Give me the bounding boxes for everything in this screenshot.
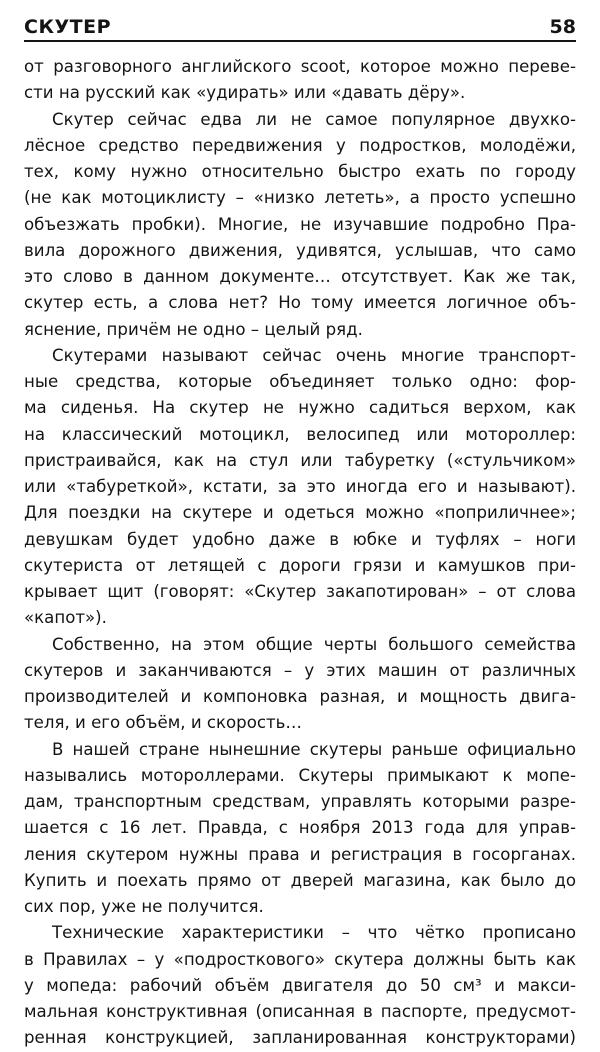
text-line: (не как мотоциклисту – «низко лететь», а просто успешно: [24, 188, 576, 208]
text-line: назывались мотороллерами. Скутеры примыкают к мопе-: [24, 765, 576, 785]
text-line: на классический мотоцикл, велосипед или мотороллер:: [24, 424, 576, 444]
text-line: Скутер сейчас едва ли не самое популярное двухко-: [52, 109, 576, 129]
text-line: у мопеда: рабочий объём двигателя до 50 см³ и макси-: [24, 975, 576, 995]
text-line: теля, и его объём, и скорость…: [24, 713, 303, 733]
text-line: сих пор, уже не получится.: [24, 897, 264, 916]
text-line: Купить и поехать прямо от дверей магазина, как было до: [24, 870, 576, 890]
paragraph: [24, 54, 576, 107]
paragraph: [24, 343, 576, 632]
paragraph: [24, 737, 576, 921]
page-body: [24, 54, 576, 1052]
text-line: девушкам будет удобно даже в юбке и туфлях – ноги: [24, 529, 576, 549]
text-line: яснение, причём не одно – целый ряд.: [24, 319, 363, 339]
section-title: СКУТЕР: [24, 16, 111, 38]
text-line: «капот»).: [24, 608, 107, 628]
text-line: Для поездки на скутере и одеться можно «поприличнее»;: [24, 503, 576, 523]
text-line: пристраивайся, как на стул или табуретку («стульчиком»: [24, 450, 576, 470]
text-line: это слово в данном документе… отсутствует. Как же так,: [24, 267, 576, 286]
text-line: ления скутером нужны права и регистрация в госорганах.: [24, 844, 576, 864]
text-line: ные средства, которые объединяет только одно: фор-: [24, 372, 576, 391]
text-line: скутериста от летящей с дороги грязи и камушков при-: [24, 555, 576, 575]
text-line: В нашей стране нынешние скутеры раньше официально: [52, 739, 576, 759]
paragraph: [24, 632, 576, 737]
text-line: или «табуреткой», кстати, за это иногда его и называют).: [24, 477, 576, 496]
text-line: объезжать пробки). Многие, не изучавшие подробно Пра-: [24, 214, 576, 234]
text-line: Собственно, на этом общие черты большого семейства: [52, 634, 576, 654]
text-line: сти на русский как «удирать» или «давать дёру».: [24, 83, 466, 103]
text-line: тех, кому нужно относительно быстро ехать по городу: [24, 162, 576, 181]
text-line: мальная конструктивная (описанная в паспорте, предусмот-: [24, 1002, 576, 1021]
paragraph: [24, 107, 576, 343]
text-line: производителей и компоновка разная, и мощность двига-: [24, 687, 576, 706]
text-line: в Правилах – у «подросткового» скутера должны быть как: [24, 949, 576, 969]
text-line: крывает щит (говорят: «Скутер закапотирован» – от слова: [24, 582, 576, 601]
text-line: скутеров и заканчиваются – у этих машин от различных: [24, 660, 576, 680]
text-line: скутер есть, а слова нет? Но тому имеется логичное объ-: [24, 293, 576, 313]
text-line: вила дорожного движения, удивятся, услышав, что само: [24, 240, 576, 260]
text-line: дам, транспортным средствам, управлять которыми разре-: [24, 792, 576, 811]
text-line: ренная конструкцией, запланированная конструкторами): [24, 1028, 576, 1048]
text-line: лёсное средство передвижения у подростков, молодёжи,: [24, 135, 576, 155]
paragraph: [24, 920, 576, 1051]
running-header: [24, 0, 576, 42]
text-line: ма сиденья. На скутер не нужно садиться верхом, как: [24, 398, 576, 418]
text-line: шается с 16 лет. Правда, с ноября 2013 года для управ-: [24, 818, 576, 838]
page-number: 58: [549, 16, 576, 38]
text-line: Скутерами называют сейчас очень многие транспорт-: [52, 345, 576, 365]
text-line: Технические характеристики – что чётко прописано: [52, 923, 576, 943]
text-line: от разговорного английского scoot, которое можно переве-: [24, 57, 576, 76]
